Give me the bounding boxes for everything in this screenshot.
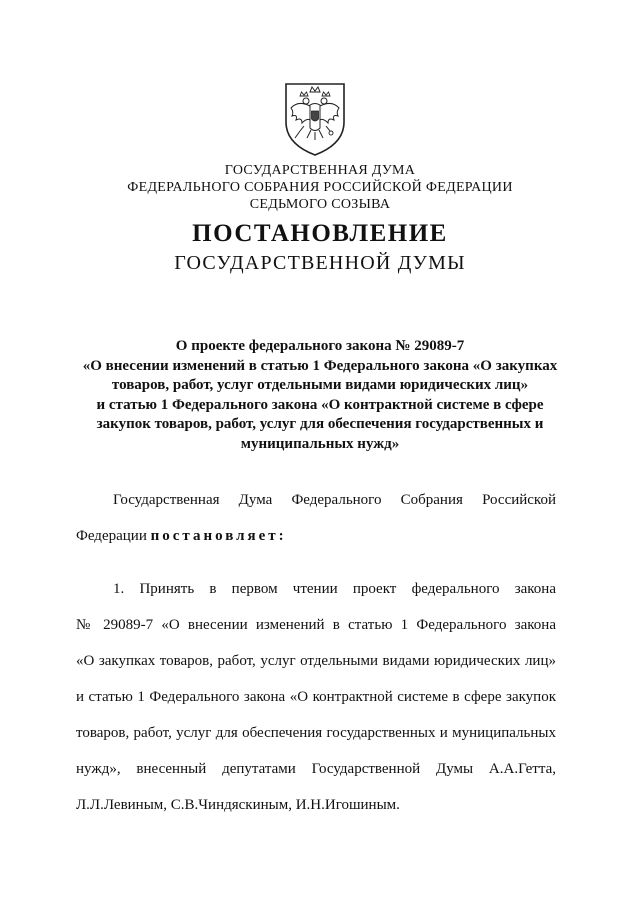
- subject-line: муниципальных нужд»: [240, 435, 400, 452]
- subject-line: закупок товаров, работ, услуг для обеспечения государственных и: [96, 416, 544, 432]
- preamble-line: Государственная Дума Федерального Собрания Российской: [113, 492, 556, 508]
- point-1-line: товаров, работ, услуг для обеспечения государственных и муниципальных: [76, 725, 556, 741]
- header-line-convocation: СЕДЬМОГО СОЗЫВА: [249, 197, 391, 212]
- preamble-paragraph: [76, 482, 556, 554]
- subject-line: товаров, работ, услуг отдельными видами юридических лиц»: [111, 377, 529, 393]
- point-1-line: № 29089-7 «О внесении изменений в статью 1 Федерального закона: [76, 617, 556, 633]
- point-1-paragraph: [76, 571, 556, 823]
- document-subtitle: ГОСУДАРСТВЕННОЙ ДУМЫ: [174, 252, 466, 274]
- preamble-verb: постановляет:: [150, 528, 287, 544]
- state-emblem-icon: [280, 78, 350, 158]
- point-1-line: 1. Принять в первом чтении проект федерального закона: [113, 581, 556, 597]
- header-line-assembly: ФЕДЕРАЛЬНОГО СОБРАНИЯ РОССИЙСКОЙ ФЕДЕРАЦИИ: [127, 180, 513, 195]
- point-1-line: Л.Л.Левиным, С.В.Чиндяскиным, И.Н.Игошиным.: [76, 797, 400, 813]
- document-title: ПОСТАНОВЛЕНИЕ: [192, 220, 448, 247]
- subject-line: О проекте федерального закона № 29089-7: [175, 338, 465, 354]
- header-line-duma: ГОСУДАРСТВЕННАЯ ДУМА: [224, 163, 416, 178]
- subject-line: «О внесении изменений в статью 1 Федерального закона «О закупках: [82, 357, 558, 374]
- preamble-federation-word: Федерации: [76, 528, 147, 544]
- point-1-line: «О закупках товаров, работ, услуг отдельными видами юридических лиц»: [76, 653, 556, 669]
- point-1-line: и статью 1 Федерального закона «О контрактной системе в сфере закупок: [76, 689, 556, 705]
- preamble-line: [76, 518, 556, 554]
- resolution-subject: [40, 337, 600, 454]
- subject-line: и статью 1 Федерального закона «О контрактной системе в сфере: [96, 396, 544, 413]
- point-1-line: нужд», внесенный депутатами Государственной Думы А.А.Гетта,: [76, 761, 556, 777]
- issuer-header: [0, 162, 640, 213]
